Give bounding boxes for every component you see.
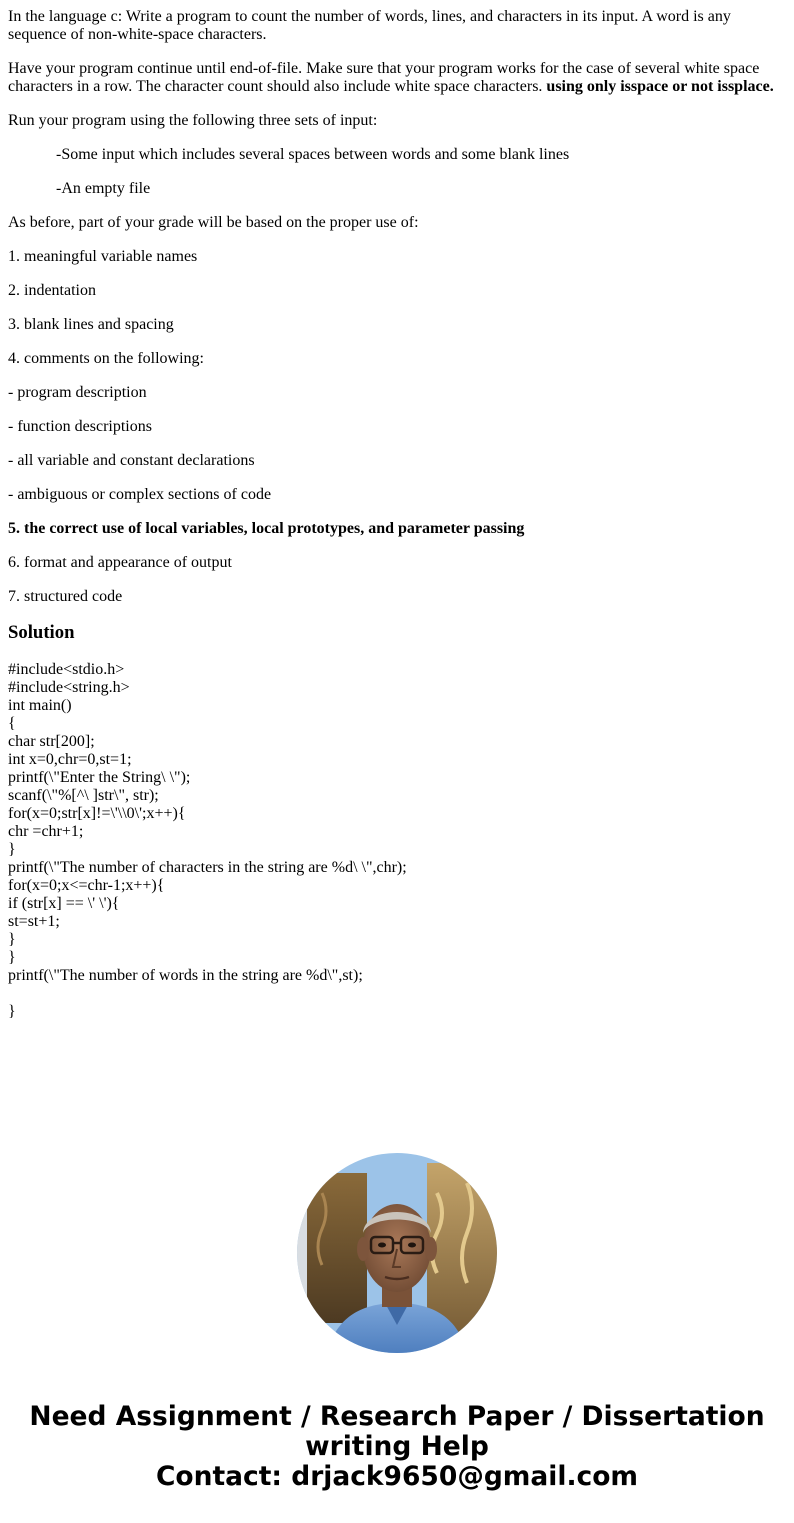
input-set-item: -Some input which includes several spaces between words and some blank lines xyxy=(56,146,570,163)
grade-intro: As before, part of your grade will be based on the proper use of: xyxy=(8,214,419,231)
code-line: { xyxy=(8,715,16,732)
document-body xyxy=(8,8,786,1021)
criteria-item: - program description xyxy=(8,384,147,401)
requirements-bold-note: using only isspace or not issplace. xyxy=(546,78,774,95)
solution-code xyxy=(8,661,786,1021)
promo-line-2: writing Help xyxy=(305,1431,489,1462)
criteria-item: - ambiguous or complex sections of code xyxy=(8,486,272,503)
code-line: for(x=0;x<=chr-1;x++){ xyxy=(8,877,165,894)
code-line: int main() xyxy=(8,697,72,714)
code-line: if (str[x] == \' \'){ xyxy=(8,895,120,912)
code-line: } xyxy=(8,949,16,966)
run-instruction: Run your program using the following three sets of input: xyxy=(8,112,378,129)
solution-heading: Solution xyxy=(8,622,75,643)
promo-line-1: Need Assignment / Research Paper / Dissertation xyxy=(29,1401,765,1432)
code-line: printf(\"The number of words in the string are %d\",st); xyxy=(8,967,363,984)
requirements-text: Have your program continue until end-of-file. Make sure that your program works for the case of several white space characters in a row. The character count should also include white space characters. xyxy=(8,60,760,95)
code-line: #include<string.h> xyxy=(8,679,130,696)
code-line: printf(\"Enter the String\ \"); xyxy=(8,769,191,786)
code-line: int x=0,chr=0,st=1; xyxy=(8,751,132,768)
criteria-item: - function descriptions xyxy=(8,418,152,435)
input-set-item: -An empty file xyxy=(56,180,151,197)
criteria-item: 1. meaningful variable names xyxy=(8,248,198,265)
criteria-item: 4. comments on the following: xyxy=(8,350,204,367)
code-line: printf(\"The number of characters in the string are %d\ \",chr); xyxy=(8,859,407,876)
criteria-item: 3. blank lines and spacing xyxy=(8,316,174,333)
code-line: char str[200]; xyxy=(8,733,95,750)
code-line: } xyxy=(8,1003,16,1020)
promo-banner xyxy=(0,1402,794,1492)
criteria-item-bold xyxy=(8,520,786,538)
criteria-item: 6. format and appearance of output xyxy=(8,554,232,571)
code-line: #include<stdio.h> xyxy=(8,661,125,678)
criteria-bold-text: 5. the correct use of local variables, local prototypes, and parameter passing xyxy=(8,520,525,537)
criteria-item: - all variable and constant declarations xyxy=(8,452,255,469)
author-avatar xyxy=(297,1153,497,1353)
criteria-item: 2. indentation xyxy=(8,282,96,299)
criteria-item: 7. structured code xyxy=(8,588,123,605)
question-requirements xyxy=(8,60,786,96)
code-line: chr =chr+1; xyxy=(8,823,84,840)
question-intro: In the language c: Write a program to count the number of words, lines, and characters in its input. A word is any sequence of non-white-space characters. xyxy=(8,8,731,43)
code-line: st=st+1; xyxy=(8,913,60,930)
author-photo xyxy=(297,1153,497,1353)
promo-contact: Contact: drjack9650@gmail.com xyxy=(155,1461,639,1492)
code-line: } xyxy=(8,841,16,858)
code-line: for(x=0;str[x]!=\'\\0\';x++){ xyxy=(8,805,186,822)
code-line: } xyxy=(8,931,16,948)
code-line: scanf(\"%[^\ ]str\", str); xyxy=(8,787,159,804)
code-blank-line xyxy=(8,985,786,1003)
